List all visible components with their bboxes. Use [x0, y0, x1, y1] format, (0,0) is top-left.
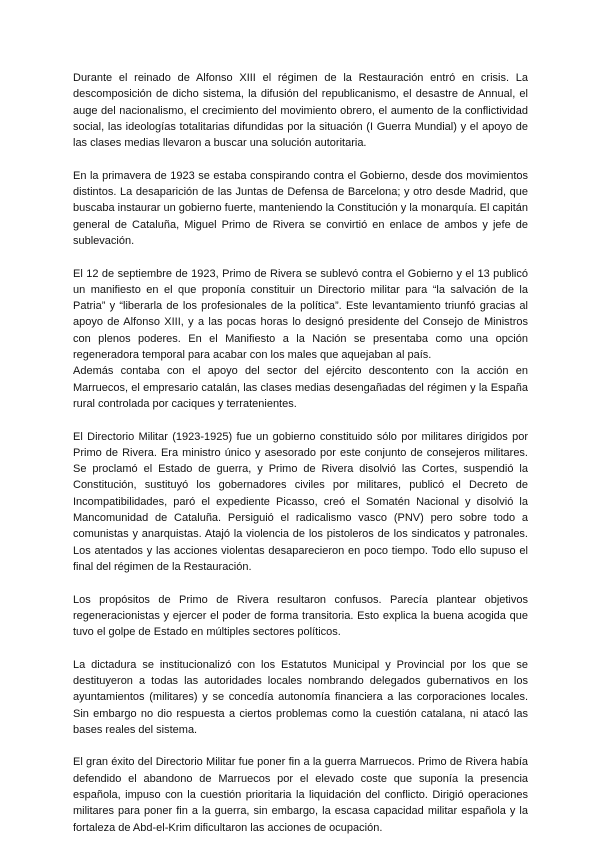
paragraph-directorio-militar: El Directorio Militar (1923-1925) fue un gobierno constituido sólo por militares dirigidos por Primo de Rivera. Era ministro único y asesorado por este conjunto de consejeros militares. Se proclamó el Estado de guerra, y Primo de Rivera disolvió las Cortes, suspendió la Constitución, sustituyó los gobernadores civiles por militares, publicó el Decreto de Incompatibilidades, paró el expediente Picasso, creó el Somatén Nacional y disolvió la Mancomunidad de Cataluña. Persiguió el radicalismo vasco (PNV) pero sobre todo a comunistas y anarquistas. Atajó la violencia de los pistoleros de los sindicatos y patronales. Los atentados y las acciones violentas desaparecieron en poco tiempo. Todo ello supuso el final del régimen de la Restauración. — [73, 430, 528, 573]
paragraph-crisis-restauracion: Durante el reinado de Alfonso XIII el régimen de la Restauración entró en crisis. La descomposición de dicho sistema, la difusión del republicanismo, el desastre de Annual, el auge del nacionalismo, el crecimiento del movimiento obrero, el aumento de la conflictividad social, las ideologías totalitarias difundidas por la situación (I Guerra Mundial) y el apoyo de las clases medias llevaron a buscar una solución autoritaria. — [73, 72, 528, 150]
paragraph-sublevacion: El 12 de septiembre de 1923, Primo de Rivera se sublevó contra el Gobierno y el 13 publicó un manifiesto en el que proponía constituir un Directorio militar para “la salvación de la Patria” y “liberarla de los profesionales de la política”. Este levantamiento triunfó gracias al apoyo de Alfonso XIII, y a las pocas horas lo designó presidente del Consejo de Ministros con plenos poderes. En el Manifiesto a la Nación se presentaba como una opción regeneradora temporal para acabar con los males que aquejaban al país. — [73, 267, 528, 362]
paragraph-institucionalizacion: La dictadura se institucionalizó con los Estatutos Municipal y Provincial por los que se destituyeron a todas las autoridades locales nombrando delegados gubernativos en los ayuntamientos (militares) y se concedía autonomía financiera a las corporaciones locales. Sin embargo no dio respuesta a ciertos problemas como la cuestión catalana, ni atacó las bases reales del sistema. — [73, 658, 528, 736]
paragraph-guerra-marruecos: El gran éxito del Directorio Militar fue poner fin a la guerra Marruecos. Primo de Rivera había defendido el abandono de Marruecos por el elevado coste que suponía la presencia española, impuso con la cuestión prioritaria la liquidación del conflicto. Dirigió operaciones militares para poner fin a la guerra, sin embargo, la escasa capacidad militar española y la fortaleza de Abd-el-Krim dificultaron las acciones de ocupación. — [73, 756, 528, 834]
paragraph-propositos: Los propósitos de Primo de Rivera resultaron confusos. Parecía plantear objetivos regeneracionistas y ejercer el poder de forma transitoria. Esto explica la buena acogida que tuvo el golpe de Estado en múltiples sectores políticos. — [73, 593, 528, 639]
paragraph-apoyos: Además contaba con el apoyo del sector del ejército descontento con la acción en Marruecos, el empresario catalán, las clases medias desengañadas del régimen y la España rural controlada por caciques y terratenientes. — [73, 365, 528, 410]
paragraph-conspiracion-1923: En la primavera de 1923 se estaba conspirando contra el Gobierno, desde dos movimientos distintos. La desaparición de las Juntas de Defensa de Barcelona; y otro desde Madrid, que buscaba instaurar un gobierno fuerte, manteniendo la Constitución y la monarquía. El capitán general de Cataluña, Miguel Primo de Rivera se convirtió en enlace de ambos y jefe de sublevación. — [73, 169, 528, 247]
